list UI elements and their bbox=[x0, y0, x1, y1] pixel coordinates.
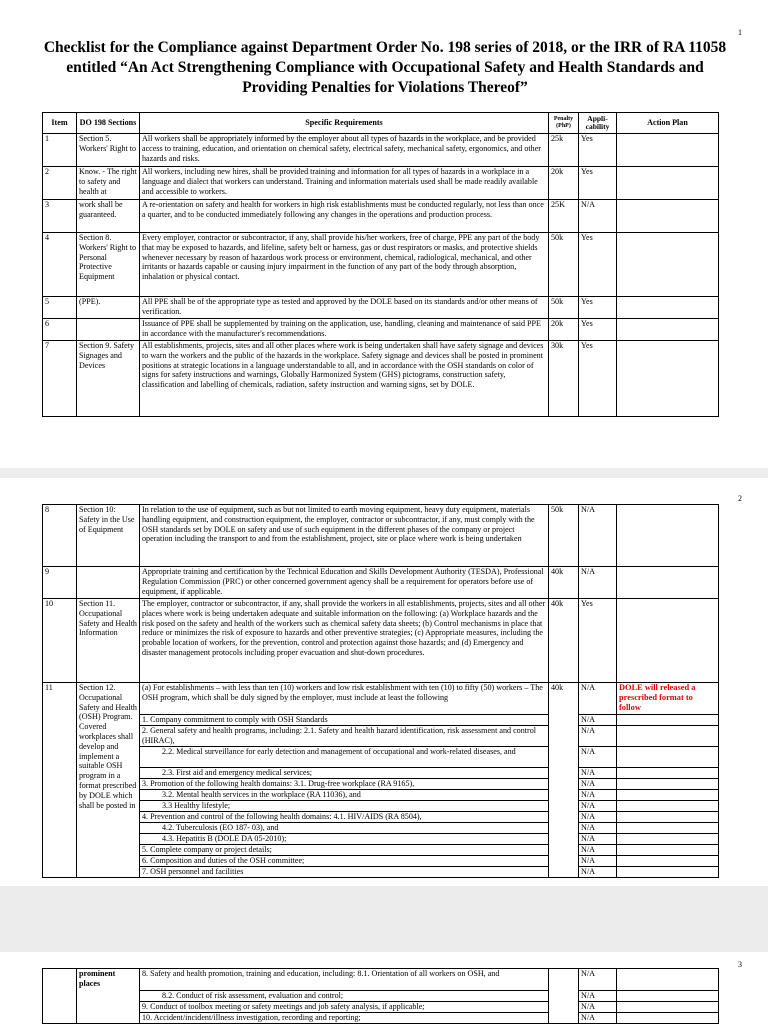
section-cell: Section 5. Workers' Right to bbox=[77, 134, 140, 167]
applicability-cell: N/A bbox=[579, 856, 617, 867]
item-cell: 7 bbox=[43, 341, 77, 417]
applicability-cell: N/A bbox=[579, 505, 617, 567]
penalty-cell: 40k bbox=[549, 599, 579, 683]
applicability-cell: N/A bbox=[579, 801, 617, 812]
section-cell: Section 11. Occupational Safety and Health Information bbox=[77, 599, 140, 683]
table-row bbox=[43, 801, 719, 812]
header-action-plan: Action Plan bbox=[617, 113, 719, 134]
item-cell: 6 bbox=[43, 319, 77, 341]
applicability-cell: N/A bbox=[579, 1013, 617, 1024]
requirement-cell: Issuance of PPE shall be supplemented by training on the application, use, handling, cleaning and maintenance of said PPE in accordance with the manufacturer's recommendations. bbox=[140, 319, 549, 341]
action-plan-cell[interactable] bbox=[617, 134, 719, 167]
requirement-cell: All workers, including new hires, shall be provided training and information for all types of hazards in a workplace in a language and dialect that workers can understand. Training and information materials used shall be made readily available and accessible to workers. bbox=[140, 167, 549, 200]
item-cell: 11 bbox=[43, 683, 77, 878]
checklist-table-page-2 bbox=[42, 504, 719, 878]
penalty-cell bbox=[549, 969, 579, 1024]
applicability-cell: Yes bbox=[579, 297, 617, 319]
item-cell: 8 bbox=[43, 505, 77, 567]
section-cell: Know. - The right to safety and health at bbox=[77, 167, 140, 200]
requirement-cell: 5. Complete company or project details; bbox=[140, 845, 549, 856]
item-cell: 9 bbox=[43, 567, 77, 599]
table-row bbox=[43, 768, 719, 779]
requirement-cell: 6. Composition and duties of the OSH committee; bbox=[140, 856, 549, 867]
action-plan-cell[interactable] bbox=[617, 505, 719, 567]
section-cell bbox=[77, 567, 140, 599]
action-plan-cell[interactable] bbox=[617, 991, 719, 1002]
action-plan-cell[interactable] bbox=[617, 233, 719, 297]
action-plan-cell[interactable] bbox=[617, 1002, 719, 1013]
action-plan-cell[interactable] bbox=[617, 823, 719, 834]
table-row bbox=[43, 134, 719, 167]
applicability-cell: N/A bbox=[579, 768, 617, 779]
requirement-cell: 3. Promotion of the following health domains: 3.1. Drug-free workplace (RA 9165), bbox=[140, 779, 549, 790]
applicability-cell: N/A bbox=[579, 200, 617, 233]
table-row bbox=[43, 683, 719, 715]
requirement-cell: A re-orientation on safety and health for workers in high risk establishments must be conducted regularly, not less than once a quarter, and to be conducted immediately following any changes in the operations and production process. bbox=[140, 200, 549, 233]
action-plan-cell[interactable] bbox=[617, 867, 719, 878]
penalty-cell: 30k bbox=[549, 341, 579, 417]
requirement-cell: (a) For establishments – with less than ten (10) workers and low risk establishment with ten (10) to fifty (50) workers – The OSH program, which shall be duly signed by the employer, must include at least the following bbox=[140, 683, 549, 715]
action-plan-cell[interactable] bbox=[617, 768, 719, 779]
requirement-cell: All workers shall be appropriately informed by the employer about all types of hazards in the workplace, and be provided access to training, education, and orientation on chemical safety, electrical safety, mechanical safety, ergonomics, and other hazards and risks. bbox=[140, 134, 549, 167]
requirement-cell: 8. Safety and health promotion, training and education, including: 8.1. Orientation of all workers on OSH, and bbox=[140, 969, 549, 991]
applicability-cell: Yes bbox=[579, 167, 617, 200]
action-plan-cell[interactable] bbox=[617, 200, 719, 233]
item-cell: 3 bbox=[43, 200, 77, 233]
requirement-cell: 2.3. First aid and emergency medical services; bbox=[140, 768, 549, 779]
table-row bbox=[43, 715, 719, 726]
requirement-cell: In relation to the use of equipment, such as but not limited to earth moving equipment, heavy duty equipment, materials handling equipment, and construction equipment, the employer, contractor or subcontractor, if any, must comply with the OSH standards set by DOLE on safety and use of such equipment in the different phases of the company or project operation including the transport to and from the establishment, project, site or place where work is being undertaken bbox=[140, 505, 549, 567]
table-header-row bbox=[43, 113, 719, 134]
header-applicability: Appli-cability bbox=[579, 113, 617, 134]
applicability-cell: N/A bbox=[579, 779, 617, 790]
checklist-table-page-3 bbox=[42, 968, 719, 1024]
table-row bbox=[43, 1013, 719, 1024]
table-row bbox=[43, 297, 719, 319]
action-plan-cell[interactable] bbox=[617, 1013, 719, 1024]
applicability-cell: N/A bbox=[579, 991, 617, 1002]
penalty-cell: 50k bbox=[549, 505, 579, 567]
applicability-cell: N/A bbox=[579, 845, 617, 856]
table-row bbox=[43, 812, 719, 823]
applicability-cell: N/A bbox=[579, 867, 617, 878]
action-plan-cell[interactable] bbox=[617, 845, 719, 856]
penalty-cell: 50k bbox=[549, 297, 579, 319]
applicability-cell: N/A bbox=[579, 969, 617, 991]
action-plan-cell[interactable] bbox=[617, 599, 719, 683]
item-cell bbox=[43, 969, 77, 1024]
table-row bbox=[43, 726, 719, 747]
item-cell: 5 bbox=[43, 297, 77, 319]
document-title: Checklist for the Compliance against Department Order No. 198 series of 2018, or the IRR of RA 11058 entitled “An Act Strengthening Compliance with Occupational Safety and Health Standards and Providing Penalties for Violations Thereof” bbox=[43, 39, 727, 96]
section-cell: Section 9. Safety Signages and Devices bbox=[77, 341, 140, 417]
requirement-cell: 9. Conduct of toolbox meeting or safety meetings and job safety analysis, if applicable; bbox=[140, 1002, 549, 1013]
table-row bbox=[43, 233, 719, 297]
section-cell: work shall be guaranteed. bbox=[77, 200, 140, 233]
action-plan-cell[interactable] bbox=[617, 319, 719, 341]
penalty-cell: 20k bbox=[549, 319, 579, 341]
section-cell bbox=[77, 319, 140, 341]
penalty-cell: 40k bbox=[549, 567, 579, 599]
table-row bbox=[43, 747, 719, 768]
section-cell: Section 8. Workers' Right to Personal Protective Equipment bbox=[77, 233, 140, 297]
requirement-cell: 3.3 Healthy lifestyle; bbox=[140, 801, 549, 812]
item-cell: 10 bbox=[43, 599, 77, 683]
header-penalty: Penalty (PhP) bbox=[549, 113, 579, 134]
action-plan-cell[interactable] bbox=[617, 801, 719, 812]
item-cell: 1 bbox=[43, 134, 77, 167]
action-plan-cell[interactable] bbox=[617, 790, 719, 801]
table-row bbox=[43, 319, 719, 341]
requirement-cell: The employer, contractor or subcontractor, if any, shall provide the workers in all establishments, projects, sites and all other places where work is being undertaken adequate and suitable information on the following: (a) Workplace hazards and the risk posed on the safety and health of the workers such as chemical safety data sheets; (b) Control mechanisms in place that reduce or minimizes the risk of exposure to hazards and other preventive strategies; (c) Appropriate measures, including the probable location of workers, for the prevention, control and protection against those hazards; and (d) Emergency and disaster management protocols including proper evacuation and shut-down procedures. bbox=[140, 599, 549, 683]
applicability-cell: N/A bbox=[579, 823, 617, 834]
applicability-cell: Yes bbox=[579, 599, 617, 683]
item-cell: 2 bbox=[43, 167, 77, 200]
action-plan-cell[interactable] bbox=[617, 297, 719, 319]
requirement-cell: 4. Prevention and control of the following health domains: 4.1. HIV/AIDS (RA 8504), bbox=[140, 812, 549, 823]
checklist-table-page-1 bbox=[42, 112, 719, 417]
applicability-cell: Yes bbox=[579, 233, 617, 297]
table-row bbox=[43, 834, 719, 845]
page-number: 2 bbox=[738, 494, 742, 503]
header-requirements: Specific Requirements bbox=[140, 113, 549, 134]
table-row bbox=[43, 167, 719, 200]
table-row bbox=[43, 991, 719, 1002]
action-plan-cell[interactable] bbox=[617, 834, 719, 845]
action-plan-cell[interactable] bbox=[617, 715, 719, 726]
applicability-cell: N/A bbox=[579, 1002, 617, 1013]
header-sections: DO 198 Sections bbox=[77, 113, 140, 134]
document-page-3 bbox=[0, 952, 768, 1024]
requirement-cell: 8.2. Conduct of risk assessment, evaluation and control; bbox=[140, 991, 549, 1002]
page-number: 3 bbox=[738, 960, 742, 969]
page-number: 1 bbox=[738, 28, 742, 37]
requirement-cell: 1. Company commitment to comply with OSH Standards bbox=[140, 715, 549, 726]
applicability-cell: N/A bbox=[579, 683, 617, 715]
section-cell: prominent places bbox=[77, 969, 140, 1024]
requirement-cell: 2. General safety and health programs, including: 2.1. Safety and health hazard identification, risk assessment and control (HIRAC), bbox=[140, 726, 549, 747]
action-plan-cell[interactable]: DOLE will released a prescribed format to follow bbox=[617, 683, 719, 715]
penalty-cell: 25k bbox=[549, 134, 579, 167]
action-plan-cell[interactable] bbox=[617, 747, 719, 768]
table-row bbox=[43, 823, 719, 834]
table-row bbox=[43, 341, 719, 417]
action-plan-cell[interactable] bbox=[617, 812, 719, 823]
table-row bbox=[43, 599, 719, 683]
requirement-cell: 3.2. Mental health services in the workplace (RA 11036), and bbox=[140, 790, 549, 801]
applicability-cell: Yes bbox=[579, 134, 617, 167]
action-plan-cell[interactable] bbox=[617, 567, 719, 599]
document-page-2 bbox=[0, 478, 768, 886]
requirement-cell: 4.2. Tuberculosis (EO 187- 03), and bbox=[140, 823, 549, 834]
item-cell: 4 bbox=[43, 233, 77, 297]
header-item: Item bbox=[43, 113, 77, 134]
applicability-cell: N/A bbox=[579, 790, 617, 801]
applicability-cell: N/A bbox=[579, 567, 617, 599]
table-row bbox=[43, 867, 719, 878]
table-row bbox=[43, 779, 719, 790]
requirement-cell: Appropriate training and certification by the Technical Education and Skills Development Authority (TESDA), Professional Regulation Commission (PRC) or other concerned government agency shall be a requirement for operators before use of equipment, if applicable. bbox=[140, 567, 549, 599]
applicability-cell: N/A bbox=[579, 812, 617, 823]
action-plan-cell[interactable] bbox=[617, 167, 719, 200]
applicability-cell: Yes bbox=[579, 341, 617, 417]
applicability-cell: N/A bbox=[579, 747, 617, 768]
requirement-cell: 2.2. Medical surveillance for early detection and management of occupational and work-related diseases, and bbox=[140, 747, 549, 768]
penalty-cell: 20k bbox=[549, 167, 579, 200]
requirement-cell: 10. Accident/incident/illness investigation, recording and reporting; bbox=[140, 1013, 549, 1024]
action-plan-cell[interactable] bbox=[617, 969, 719, 991]
table-row bbox=[43, 845, 719, 856]
applicability-cell: N/A bbox=[579, 715, 617, 726]
applicability-cell: N/A bbox=[579, 834, 617, 845]
action-plan-cell[interactable] bbox=[617, 726, 719, 747]
table-row bbox=[43, 567, 719, 599]
document-page-1 bbox=[0, 0, 768, 468]
action-plan-cell[interactable] bbox=[617, 779, 719, 790]
requirement-cell: All establishments, projects, sites and all other places where work is being undertaken shall have safety signage and devices to warn the workers and the public of the hazards in the workplace. Safety signage and devices shall be posted in prominent positions at strategic locations in a language understandable to all, and in accordance with the OSH standards on color of signs for safety instructions and warnings, Globally Harmonized System (GHS) pictograms, construction safety, classification and labelling of chemicals, radiation, safety instruction and warning signs, set by DOLE. bbox=[140, 341, 549, 417]
action-plan-cell[interactable] bbox=[617, 856, 719, 867]
table-row bbox=[43, 505, 719, 567]
section-cell: (PPE). bbox=[77, 297, 140, 319]
table-row bbox=[43, 790, 719, 801]
table-row bbox=[43, 969, 719, 991]
action-plan-cell[interactable] bbox=[617, 341, 719, 417]
requirement-cell: 7. OSH personnel and facilities bbox=[140, 867, 549, 878]
section-cell: Section 10: Safety in the Use of Equipment bbox=[77, 505, 140, 567]
requirement-cell: All PPE shall be of the appropriate type as tested and approved by the DOLE based on its standards and/or other means of verification. bbox=[140, 297, 549, 319]
table-row bbox=[43, 856, 719, 867]
penalty-cell: 50k bbox=[549, 233, 579, 297]
penalty-cell: 25K bbox=[549, 200, 579, 233]
penalty-cell: 40k bbox=[549, 683, 579, 878]
requirement-cell: Every employer, contractor or subcontractor, if any, shall provide his/her workers, free of charge, PPE any part of the body that may be exposed to hazards, and lifeline, safety belt or harness, gas or dust respirators or masks, and protective shields whenever necessary by reason of hazardous work process or environment, chemical, radiological, mechanical, and other irritants or hazards capable or causing injury impairment in the function of any part of the body through absorption, inhalation or physical contact. bbox=[140, 233, 549, 297]
table-row bbox=[43, 1002, 719, 1013]
section-cell: Section 12. Occupational Safety and Health (OSH) Program. Covered workplaces shall develop and implement a suitable OSH program in a format prescribed by DOLE which shall be posted in bbox=[77, 683, 140, 878]
requirement-cell: 4.3. Hepatitis B (DOLE DA 05-2010); bbox=[140, 834, 549, 845]
applicability-cell: Yes bbox=[579, 319, 617, 341]
table-row bbox=[43, 200, 719, 233]
applicability-cell: N/A bbox=[579, 726, 617, 747]
